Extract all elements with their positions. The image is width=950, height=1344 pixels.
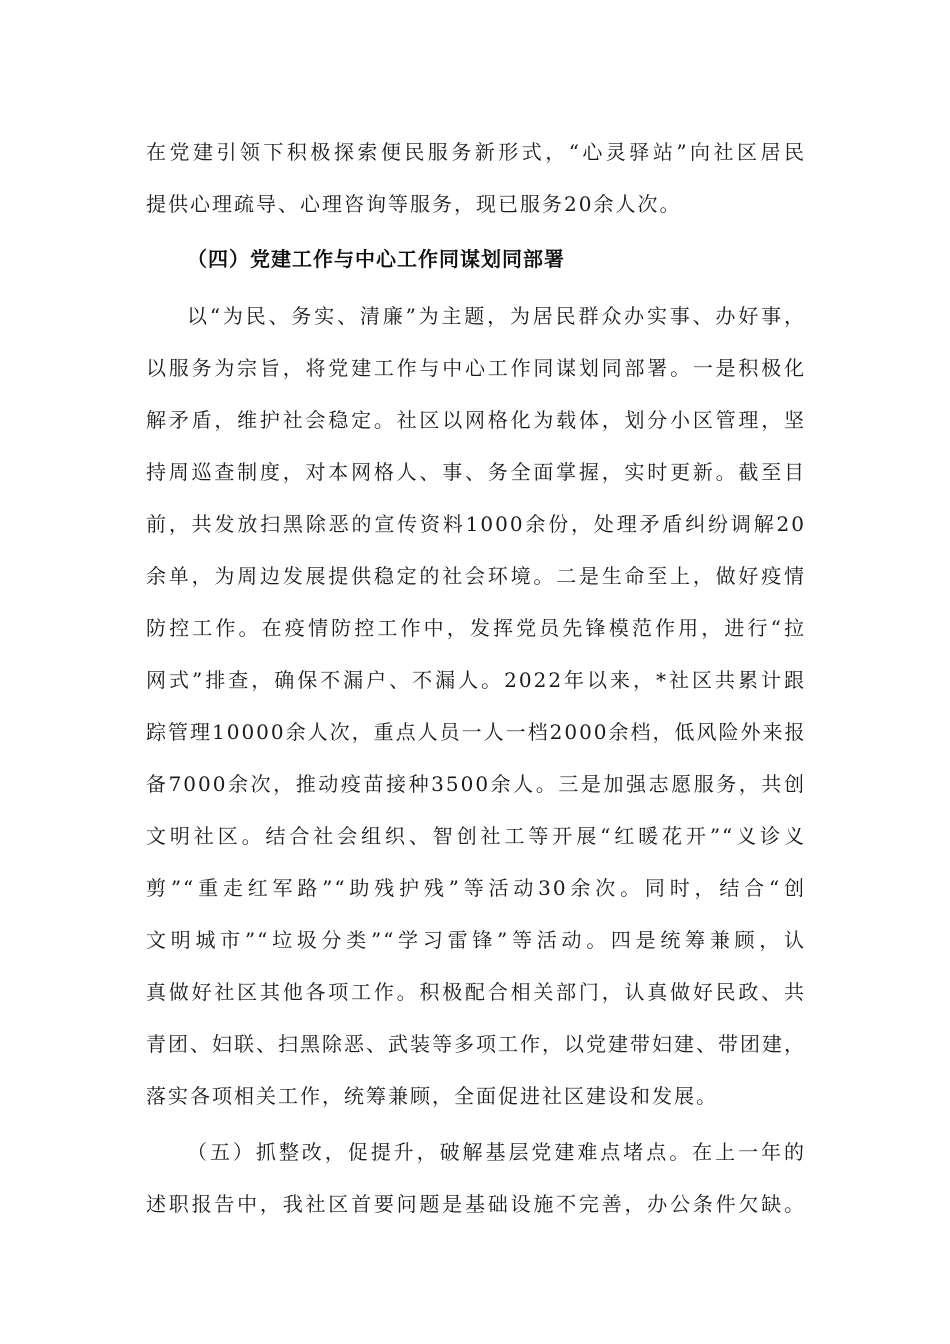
paragraph-line: 持周巡查制度，对本网格人、事、务全面掌握，实时更新。截至目 [146,460,806,484]
paragraph-line: 余单，为周边发展提供稳定的社会环境。二是生命至上，做好疫情 [146,564,806,588]
section-heading: （四）党建工作与中心工作同谋划同部署 [187,247,565,271]
paragraph-line: （五）抓整改，促提升，破解基层党建难点堵点。在上一年的 [187,1140,806,1164]
paragraph-line: 前，共发放扫黑除恶的宣传资料1000余份，处理矛盾纠纷调解20 [146,512,806,536]
paragraph-line: 在党建引领下积极探索便民服务新形式，“心灵驿站”向社区居民 [146,140,806,164]
paragraph-line: 剪”“重走红军路”“助残护残”等活动30余次。同时，结合“创 [146,876,806,900]
paragraph-line: 以服务为宗旨，将党建工作与中心工作同谋划同部署。一是积极化 [146,356,806,380]
paragraph-line: 文明城市”“垃圾分类”“学习雷锋”等活动。四是统筹兼顾，认 [146,928,806,952]
paragraph-line: 真做好社区其他各项工作。积极配合相关部门，认真做好民政、共 [146,980,806,1004]
paragraph-line: 述职报告中，我社区首要问题是基础设施不完善，办公条件欠缺。 [146,1192,806,1216]
paragraph-line: 落实各项相关工作，统筹兼顾，全面促进社区建设和发展。 [146,1084,718,1108]
paragraph-line: 以“为民、务实、清廉”为主题，为居民群众办实事、办好事， [187,304,806,328]
paragraph-line: 踪管理10000余人次，重点人员一人一档2000余档，低风险外来报 [146,720,807,744]
paragraph-line: 备7000余次，推动疫苗接种3500余人。三是加强志愿服务，共创 [146,772,806,796]
paragraph-line: 网式”排查，确保不漏户、不漏人。2022年以来，*社区共累计跟 [146,668,806,692]
paragraph-line: 提供心理疏导、心理咨询等服务，现已服务20余人次。 [146,192,682,216]
paragraph-line: 青团、妇联、扫黑除恶、武装等多项工作，以党建带妇建、带团建， [146,1032,806,1056]
paragraph-line: 解矛盾，维护社会稳定。社区以网格化为载体，划分小区管理，坚 [146,408,806,432]
paragraph-line: 防控工作。在疫情防控工作中，发挥党员先锋模范作用，进行“拉 [146,616,806,640]
paragraph-line: 文明社区。结合社会组织、智创社工等开展“红暖花开”“义诊义 [146,824,806,848]
